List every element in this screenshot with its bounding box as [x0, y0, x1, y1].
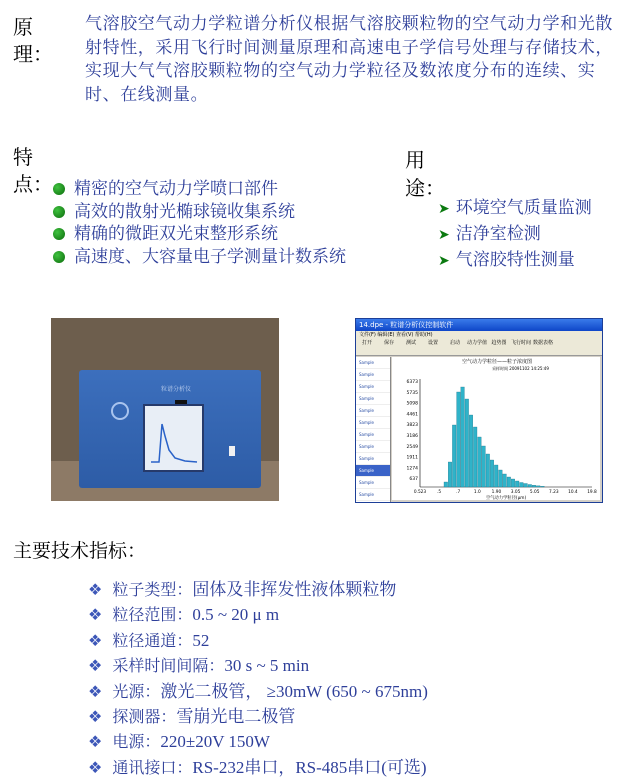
green-bullet-icon: [53, 206, 65, 218]
feature-item: 高效的散射光椭球镜收集系统: [53, 201, 346, 224]
histogram-bar: [469, 415, 473, 487]
x-axis-label: 空气动力学粒径(μm): [485, 496, 527, 500]
histogram-bar: [448, 462, 452, 487]
histogram-bar: [507, 477, 511, 487]
histogram-plot: [392, 357, 600, 500]
histogram-bar: [532, 485, 536, 487]
uses-label-2: 途：: [405, 176, 445, 200]
sample-item: Sample: [356, 453, 390, 465]
features-list: [53, 178, 346, 268]
use-item: ➤ 环境空气质量监测: [438, 198, 592, 218]
diamond-bullet-icon: ❖: [88, 757, 103, 777]
sample-list: [356, 357, 391, 502]
use-item: ➤ 洁净室检测: [438, 224, 541, 244]
histogram-bar: [465, 399, 469, 487]
uses-list: [438, 196, 592, 274]
histogram-bar: [520, 483, 524, 488]
diamond-bullet-icon: ❖: [88, 732, 103, 752]
y-tick-label: 1274: [406, 466, 418, 472]
x-tick-label: 7.23: [548, 490, 559, 495]
spec-item: ❖ 电源：220±20V 150W: [88, 732, 270, 752]
histogram-bar: [541, 486, 545, 487]
toolbar-item: 数据表格: [532, 340, 553, 346]
use-item: ➤ 气溶胶特性测量: [438, 250, 575, 270]
spec-item: ❖ 粒子类型：固体及非挥发性液体颗粒物: [88, 580, 397, 599]
diamond-bullet-icon: ❖: [88, 580, 103, 599]
x-tick-label: .7: [456, 490, 461, 495]
sample-item: Sample: [356, 489, 390, 501]
y-tick-label: 637: [409, 477, 418, 483]
histogram-bar: [499, 470, 503, 487]
y-tick-label: 3823: [406, 423, 418, 429]
window-title: 14.dpe - 粒谱分析仪控制软件: [356, 319, 602, 331]
specs-list: [88, 577, 428, 780]
y-tick-label: 2549: [406, 444, 418, 450]
y-tick-label: 6373: [406, 380, 418, 385]
device-screen: [143, 404, 204, 472]
feature-item: 精确的微距双光束整形系统: [53, 223, 346, 246]
spec-item: ❖ 粒径通道：52: [88, 630, 210, 650]
spec-item: ❖ 通讯接口：RS-232串口，RS-485串口(可选): [88, 757, 427, 777]
toolbar-item: 趋势图: [491, 340, 507, 346]
toolbar-item: 打开: [361, 340, 372, 346]
plot-title: 空气动力学粒径——粒子浓度图: [462, 359, 533, 365]
spec-item: ❖ 采样时间间隔：30 s ~ 5 min: [88, 656, 310, 676]
sample-item: Sample: [356, 357, 390, 369]
toolbar-item: 启动: [449, 340, 460, 346]
sample-item: Sample: [356, 417, 390, 429]
device-label: 粒谱分析仪: [161, 386, 192, 393]
x-tick-label: 1.90: [491, 490, 502, 495]
toolbar-item: 保存: [383, 340, 394, 346]
histogram-bar: [503, 474, 507, 487]
specs-heading: 主要技术指标：: [13, 540, 147, 562]
diamond-bullet-icon: ❖: [88, 656, 103, 676]
x-tick-label: 10.4: [568, 490, 578, 495]
x-tick-label: 0.523: [413, 490, 427, 495]
histogram-bar: [478, 437, 482, 487]
toolbar-item: 动力学值: [466, 340, 487, 346]
histogram-bar: [457, 392, 461, 487]
plot-time: 采样时间 20091102 14:25:49: [492, 366, 549, 371]
histogram-bar: [528, 485, 532, 488]
green-bullet-icon: [53, 228, 65, 240]
diamond-bullet-icon: ❖: [88, 605, 103, 625]
x-tick-label: .5: [437, 490, 442, 495]
histogram-bar: [524, 484, 528, 488]
spec-item: ❖ 粒径范围：0.5 ~ 20 μ m: [88, 605, 280, 625]
spec-item: ❖ 光源：激光二极管， ≥30mW (650 ~ 675nm): [88, 681, 428, 701]
spec-item: ❖ 探测器：雪崩光电二极管: [88, 707, 296, 727]
y-tick-label: 3186: [406, 434, 418, 439]
toolbar-item: 设置: [427, 340, 438, 346]
window-toolbar: [356, 339, 602, 356]
x-tick-label: 1.0: [473, 490, 481, 495]
software-screenshot: [355, 318, 603, 503]
feature-item: 高速度、大容量电子学测量计数系统: [53, 246, 346, 269]
features-label-2: 点：: [13, 172, 53, 196]
sample-item: Sample: [356, 441, 390, 453]
y-tick-label: 5735: [406, 390, 418, 396]
sample-item: Sample: [356, 477, 390, 489]
toolbar-item: 飞行时间: [510, 340, 531, 346]
sample-item-selected: Sample: [356, 465, 390, 477]
histogram-bar: [473, 427, 477, 487]
arrow-bullet-icon: ➤: [438, 227, 450, 243]
x-tick-label: 19.8: [587, 490, 597, 495]
histogram-bar: [486, 454, 490, 487]
x-tick-label: 5.05: [529, 490, 540, 495]
features-label-1: 特: [13, 145, 33, 169]
diamond-bullet-icon: ❖: [88, 681, 103, 701]
histogram-bar: [515, 481, 519, 487]
x-tick-label: 3.05: [510, 490, 521, 495]
green-bullet-icon: [53, 183, 65, 195]
sample-item: Sample: [356, 393, 390, 405]
window-menu: 文件(F) 编辑(E) 查看(V) 帮助(H): [356, 331, 602, 339]
histogram-bar: [482, 446, 486, 487]
green-bullet-icon: [53, 251, 65, 263]
device-button: [229, 446, 235, 456]
device-logo-icon: [111, 402, 129, 420]
y-tick-label: 1911: [406, 455, 418, 461]
histogram-bar: [452, 425, 456, 487]
sample-item: Sample: [356, 405, 390, 417]
arrow-bullet-icon: ➤: [438, 253, 450, 269]
diamond-bullet-icon: ❖: [88, 630, 103, 650]
y-tick-label: 5098: [406, 401, 418, 407]
y-tick-label: 4461: [406, 412, 418, 418]
uses-label-1: 用: [405, 148, 425, 172]
sample-item: Sample: [356, 429, 390, 441]
histogram-bar: [494, 465, 498, 487]
principle-label-1: 原: [13, 15, 33, 39]
histogram-bar: [536, 486, 540, 487]
diamond-bullet-icon: ❖: [88, 707, 103, 727]
device-photo: [51, 318, 279, 501]
feature-item: 精密的空气动力学喷口部件: [53, 178, 346, 201]
histogram-bar: [444, 482, 448, 487]
principle-text: 气溶胶空气动力学粒谱分析仪根据气溶胶颗粒物的空气动力学和光散射特性，采用飞行时间测量原理和高速电子学信号处理与存储技术，实现大气气溶胶颗粒物的空气动力学粒径及数浓度分布的连续、实时、在线测量。: [85, 14, 613, 105]
histogram-bar: [511, 479, 515, 487]
arrow-bullet-icon: ➤: [438, 201, 450, 217]
histogram-bar: [461, 387, 465, 487]
histogram-bar: [490, 460, 494, 487]
sample-item: Sample: [356, 369, 390, 381]
device-body: [79, 370, 261, 488]
principle-label-2: 理：: [13, 42, 53, 66]
sample-item: Sample: [356, 381, 390, 393]
toolbar-item: 测试: [405, 340, 416, 346]
